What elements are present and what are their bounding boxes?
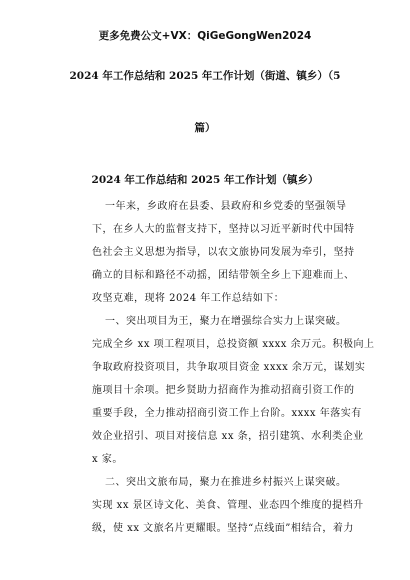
- paragraph-line: 级，使 xx 文旅名片更耀眼。坚持“点线面”相结合，着力: [92, 523, 354, 534]
- paragraph-line: 确立的目标和路径不动摇，团结带领全乡上下迎难而上、: [92, 270, 355, 281]
- paragraph-line: 完成全乡 xx 项工程项目，总投资额 xxxx 余万元。积极向上: [92, 339, 375, 350]
- paragraph-line: 实现 xx 景区诗文化、美食、管理、业态四个维度的提档升: [92, 500, 364, 511]
- paragraph-line: 下，在乡人大的监督支持下，坚持以习近平新时代中国特: [92, 224, 355, 235]
- paragraph-line: 效企业招引、项目对接信息 xx 条，招引建筑、水利类企业: [92, 431, 364, 442]
- paragraph-line: 争取政府投资项目，共争取项目资金 xxxx 余万元，谋划实: [92, 362, 366, 373]
- paragraph-line: 色社会主义思想为指导，以农文旅协同发展为牵引，坚持: [92, 247, 355, 258]
- paragraph-line: x 家。: [92, 454, 123, 465]
- document-title-line-1: 2024 年工作总结和 2025 年工作计划（街道、镇乡）（5: [69, 70, 341, 82]
- paragraph-line: 一年来，乡政府在县委、县政府和乡党委的坚强领导: [105, 201, 347, 212]
- section-title: 2024 年工作总结和 2025 年工作计划（镇乡）: [91, 174, 319, 186]
- section-heading-1: 一、突出项目为王，聚力在增强综合实力上谋突破。: [105, 316, 347, 327]
- paragraph-line: 攻坚克难，现将 2024 年工作总结如下：: [92, 293, 285, 304]
- paragraph-line: 重要手段，全力推动招商引资工作上台阶。xxxx 年落实有: [92, 408, 362, 419]
- paragraph-line: 施项目十余项。把乡贤助力招商作为推动招商引资工作的: [92, 385, 355, 396]
- header-banner: 更多免费公文+VX：QiGeGongWen2024: [98, 30, 312, 42]
- section-heading-2: 二、突出文旅布局，聚力在推进乡村振兴上谋突破。: [105, 477, 347, 488]
- document-title-line-2: 篇）: [194, 122, 216, 134]
